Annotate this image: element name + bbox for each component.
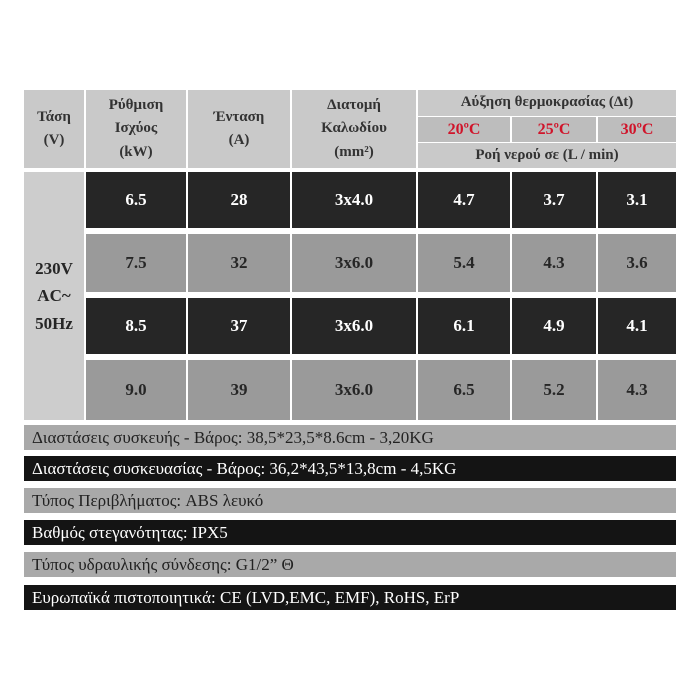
header-current bbox=[188, 90, 290, 168]
row2-current: 32 bbox=[188, 234, 290, 292]
row3-flow-25: 4.9 bbox=[512, 298, 596, 354]
header-voltage-line: Τάση bbox=[37, 108, 71, 125]
header-voltage bbox=[24, 90, 84, 168]
spec-ip-rating: Βαθμός στεγανότητας: IPX5 bbox=[24, 520, 676, 545]
voltage-cell bbox=[24, 172, 84, 420]
header-current-line: Ένταση bbox=[213, 108, 265, 125]
row4-flow-20: 6.5 bbox=[418, 360, 510, 420]
row2-flow-25: 4.3 bbox=[512, 234, 596, 292]
row3-flow-20: 6.1 bbox=[418, 298, 510, 354]
temp-25: 25ºC bbox=[512, 117, 596, 142]
row2-power: 7.5 bbox=[86, 234, 186, 292]
header-temp-rise: Αύξηση θερμοκρασίας (Δt) bbox=[418, 90, 676, 116]
row3-flow-30: 4.1 bbox=[598, 298, 676, 354]
row2-cable: 3x6.0 bbox=[292, 234, 416, 292]
header-power bbox=[86, 90, 186, 168]
spec-plumbing-connection: Τύπος υδραυλικής σύνδεσης: G1/2” Θ bbox=[24, 552, 676, 577]
row3-current: 37 bbox=[188, 298, 290, 354]
header-cable-line: Καλωδίου bbox=[321, 120, 387, 137]
row1-cable: 3x4.0 bbox=[292, 172, 416, 228]
row1-power: 6.5 bbox=[86, 172, 186, 228]
header-power-line: Ισχύος bbox=[114, 120, 158, 137]
row3-cable: 3x6.0 bbox=[292, 298, 416, 354]
header-flow: Ροή νερού σε (L / min) bbox=[418, 143, 676, 168]
temp-30: 30ºC bbox=[598, 117, 676, 142]
voltage-type: AC~ bbox=[37, 286, 71, 306]
spec-enclosure-type: Τύπος Περιβλήματος: ABS λευκό bbox=[24, 488, 676, 513]
header-cable bbox=[292, 90, 416, 168]
spec-certifications: Ευρωπαϊκά πιστοποιητικά: CE (LVD,EMC, EMF), RoHS, ErP bbox=[24, 585, 676, 610]
header-power-line: Ρύθμιση bbox=[108, 97, 164, 114]
row2-flow-20: 5.4 bbox=[418, 234, 510, 292]
header-voltage-unit: (V) bbox=[43, 132, 65, 148]
row2-flow-30: 3.6 bbox=[598, 234, 676, 292]
header-current-unit: (A) bbox=[228, 132, 250, 148]
row4-cable: 3x6.0 bbox=[292, 360, 416, 420]
row3-power: 8.5 bbox=[86, 298, 186, 354]
row1-flow-20: 4.7 bbox=[418, 172, 510, 228]
temp-20: 20ºC bbox=[418, 117, 510, 142]
spec-device-dimensions: Διαστάσεις συσκευής - Βάρος: 38,5*23,5*8.6cm - 3,20KG bbox=[24, 425, 676, 450]
voltage-value: 230V bbox=[35, 259, 73, 279]
header-cable-unit: (mm²) bbox=[334, 143, 374, 160]
header-power-unit: (kW) bbox=[119, 143, 153, 160]
header-cable-line: Διατομή bbox=[327, 97, 381, 114]
row1-flow-30: 3.1 bbox=[598, 172, 676, 228]
spec-package-dimensions: Διαστάσεις συσκευασίας - Βάρος: 36,2*43,5*13,8cm - 4,5KG bbox=[24, 456, 676, 481]
row1-flow-25: 3.7 bbox=[512, 172, 596, 228]
voltage-frequency: 50Hz bbox=[35, 313, 73, 333]
row4-power: 9.0 bbox=[86, 360, 186, 420]
row4-current: 39 bbox=[188, 360, 290, 420]
row1-current: 28 bbox=[188, 172, 290, 228]
row4-flow-25: 5.2 bbox=[512, 360, 596, 420]
row4-flow-30: 4.3 bbox=[598, 360, 676, 420]
